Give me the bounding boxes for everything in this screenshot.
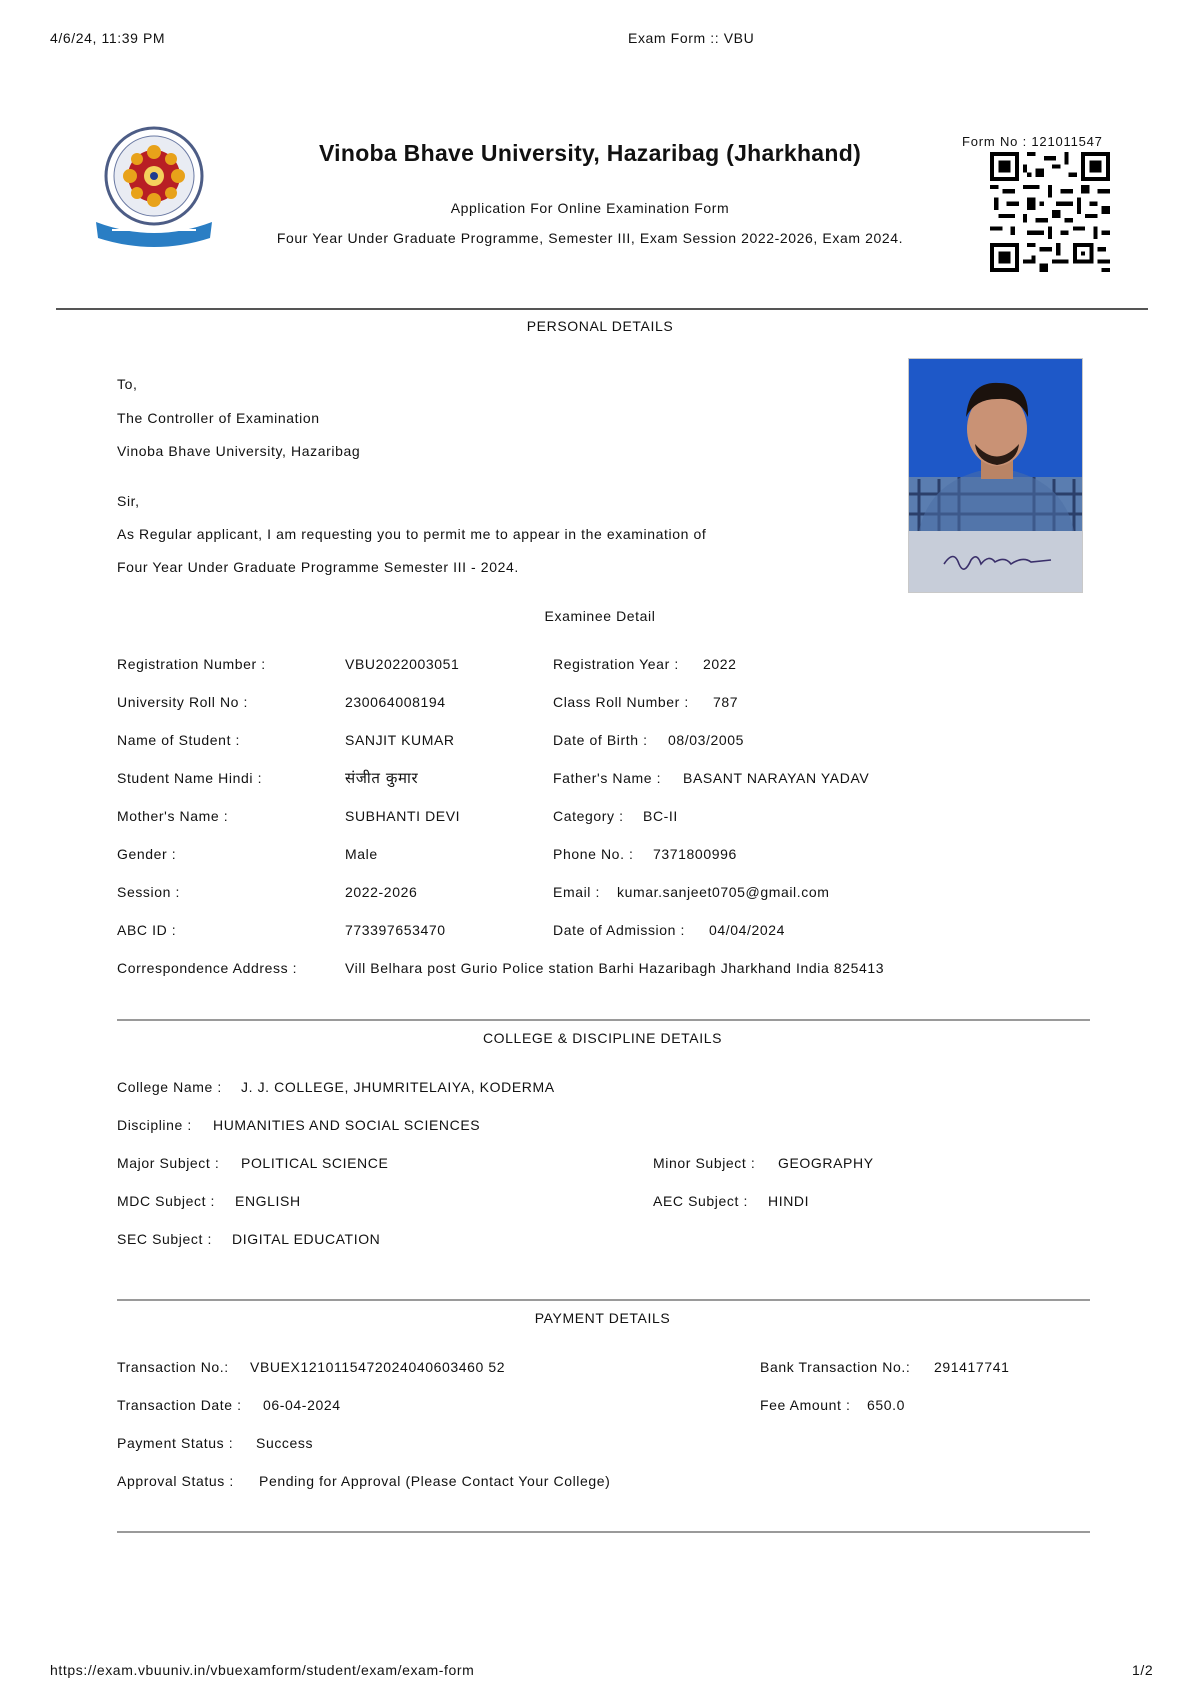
form-number: Form No : 121011547 — [962, 134, 1103, 149]
gender-value: Male — [345, 846, 378, 862]
date-of-birth-label: Date of Birth : — [553, 732, 648, 748]
print-url: https://exam.vbuuniv.in/vbuexamform/student/exam/exam-form — [50, 1662, 475, 1678]
letter-address: Vinoba Bhave University, Hazaribag — [117, 443, 361, 459]
registration-year-label: Registration Year : — [553, 656, 679, 672]
payment-status-value: Success — [256, 1435, 314, 1451]
aec-subject-value: HINDI — [768, 1193, 810, 1209]
examinee-detail-heading: Examinee Detail — [544, 608, 656, 624]
university-title: Vinoba Bhave University, Hazaribag (Jharkhand) — [318, 140, 862, 166]
student-name-label: Name of Student : — [117, 732, 241, 748]
major-subject-value: POLITICAL SCIENCE — [241, 1155, 389, 1171]
email-label: Email : — [553, 884, 600, 900]
bank-transaction-label: Bank Transaction No.: — [760, 1359, 911, 1375]
college-name-value: J. J. COLLEGE, JHUMRITELAIYA, KODERMA — [241, 1079, 555, 1095]
approval-status-value: Pending for Approval (Please Contact Your College) — [259, 1473, 611, 1489]
mdc-subject-label: MDC Subject : — [117, 1193, 216, 1209]
class-roll-label: Class Roll Number : — [553, 694, 689, 710]
date-of-admission-label: Date of Admission : — [553, 922, 686, 938]
discipline-label: Discipline : — [117, 1117, 192, 1133]
letter-addressee: The Controller of Examination — [117, 410, 320, 426]
minor-subject-value: GEOGRAPHY — [778, 1155, 874, 1171]
transaction-date-value: 06-04-2024 — [263, 1397, 341, 1413]
session-value: 2022-2026 — [345, 884, 418, 900]
university-roll-label: University Roll No : — [117, 694, 249, 710]
session-label: Session : — [117, 884, 180, 900]
print-page-number: 1/2 — [1132, 1662, 1154, 1678]
form-subtitle: Application For Online Examination Form — [450, 200, 730, 216]
phone-label: Phone No. : — [553, 846, 634, 862]
major-subject-label: Major Subject : — [117, 1155, 220, 1171]
student-name-hindi-label: Student Name Hindi : — [117, 770, 263, 786]
email-value: kumar.sanjeet0705@gmail.com — [617, 884, 830, 900]
letter-salutation: Sir, — [117, 493, 140, 509]
phone-value: 7371800996 — [653, 846, 737, 862]
sec-subject-label: SEC Subject : — [117, 1231, 212, 1247]
letter-to: To, — [117, 376, 138, 392]
sec-subject-value: DIGITAL EDUCATION — [232, 1231, 381, 1247]
registration-number-label: Registration Number : — [117, 656, 266, 672]
payment-details-heading: PAYMENT DETAILS — [534, 1310, 671, 1326]
approval-status-label: Approval Status : — [117, 1473, 234, 1489]
registration-number-value: VBU2022003051 — [345, 656, 460, 672]
gender-label: Gender : — [117, 846, 177, 862]
student-name-value: SANJIT KUMAR — [345, 732, 455, 748]
header-divider — [56, 308, 1148, 310]
college-details-heading: COLLEGE & DISCIPLINE DETAILS — [482, 1030, 723, 1046]
print-datetime: 4/6/24, 11:39 PM — [50, 30, 166, 46]
university-logo — [92, 126, 216, 250]
transaction-date-label: Transaction Date : — [117, 1397, 242, 1413]
payment-divider — [117, 1531, 1090, 1533]
payment-status-label: Payment Status : — [117, 1435, 234, 1451]
category-label: Category : — [553, 808, 624, 824]
mdc-subject-value: ENGLISH — [235, 1193, 301, 1209]
transaction-no-label: Transaction No.: — [117, 1359, 229, 1375]
print-page-title: Exam Form :: VBU — [628, 30, 755, 46]
university-roll-value: 230064008194 — [345, 694, 446, 710]
letter-body-line2: Four Year Under Graduate Programme Semester III - 2024. — [117, 559, 519, 575]
programme-line: Four Year Under Graduate Programme, Semester III, Exam Session 2022-2026, Exam 2024. — [276, 230, 904, 246]
category-value: BC-II — [643, 808, 678, 824]
aec-subject-label: AEC Subject : — [653, 1193, 748, 1209]
correspondence-address-value: Vill Belhara post Gurio Police station Barhi Hazaribagh Jharkhand India 825413 — [345, 960, 885, 976]
correspondence-address-label: Correspondence Address : — [117, 960, 298, 976]
college-divider — [117, 1299, 1090, 1301]
father-name-label: Father's Name : — [553, 770, 662, 786]
mother-name-value: SUBHANTI DEVI — [345, 808, 461, 824]
abc-id-value: 773397653470 — [345, 922, 446, 938]
personal-details-heading: PERSONAL DETAILS — [526, 318, 674, 334]
fee-amount-value: 650.0 — [867, 1397, 906, 1413]
date-of-admission-value: 04/04/2024 — [709, 922, 786, 938]
registration-year-value: 2022 — [703, 656, 737, 672]
fee-amount-label: Fee Amount : — [760, 1397, 851, 1413]
transaction-no-value: VBUEX1210115472024040603460 52 — [250, 1359, 506, 1375]
college-name-label: College Name : — [117, 1079, 222, 1095]
letter-body-line1: As Regular applicant, I am requesting you to permit me to appear in the examination of — [117, 526, 707, 542]
abc-id-label: ABC ID : — [117, 922, 177, 938]
date-of-birth-value: 08/03/2005 — [668, 732, 745, 748]
qr-code — [990, 152, 1110, 272]
student-photo — [908, 358, 1083, 593]
bank-transaction-value: 291417741 — [934, 1359, 1010, 1375]
father-name-value: BASANT NARAYAN YADAV — [683, 770, 870, 786]
minor-subject-label: Minor Subject : — [653, 1155, 756, 1171]
discipline-value: HUMANITIES AND SOCIAL SCIENCES — [213, 1117, 481, 1133]
personal-divider — [117, 1019, 1090, 1021]
class-roll-value: 787 — [713, 694, 739, 710]
mother-name-label: Mother's Name : — [117, 808, 229, 824]
student-name-hindi-value: संजीत कुमार — [345, 769, 419, 787]
